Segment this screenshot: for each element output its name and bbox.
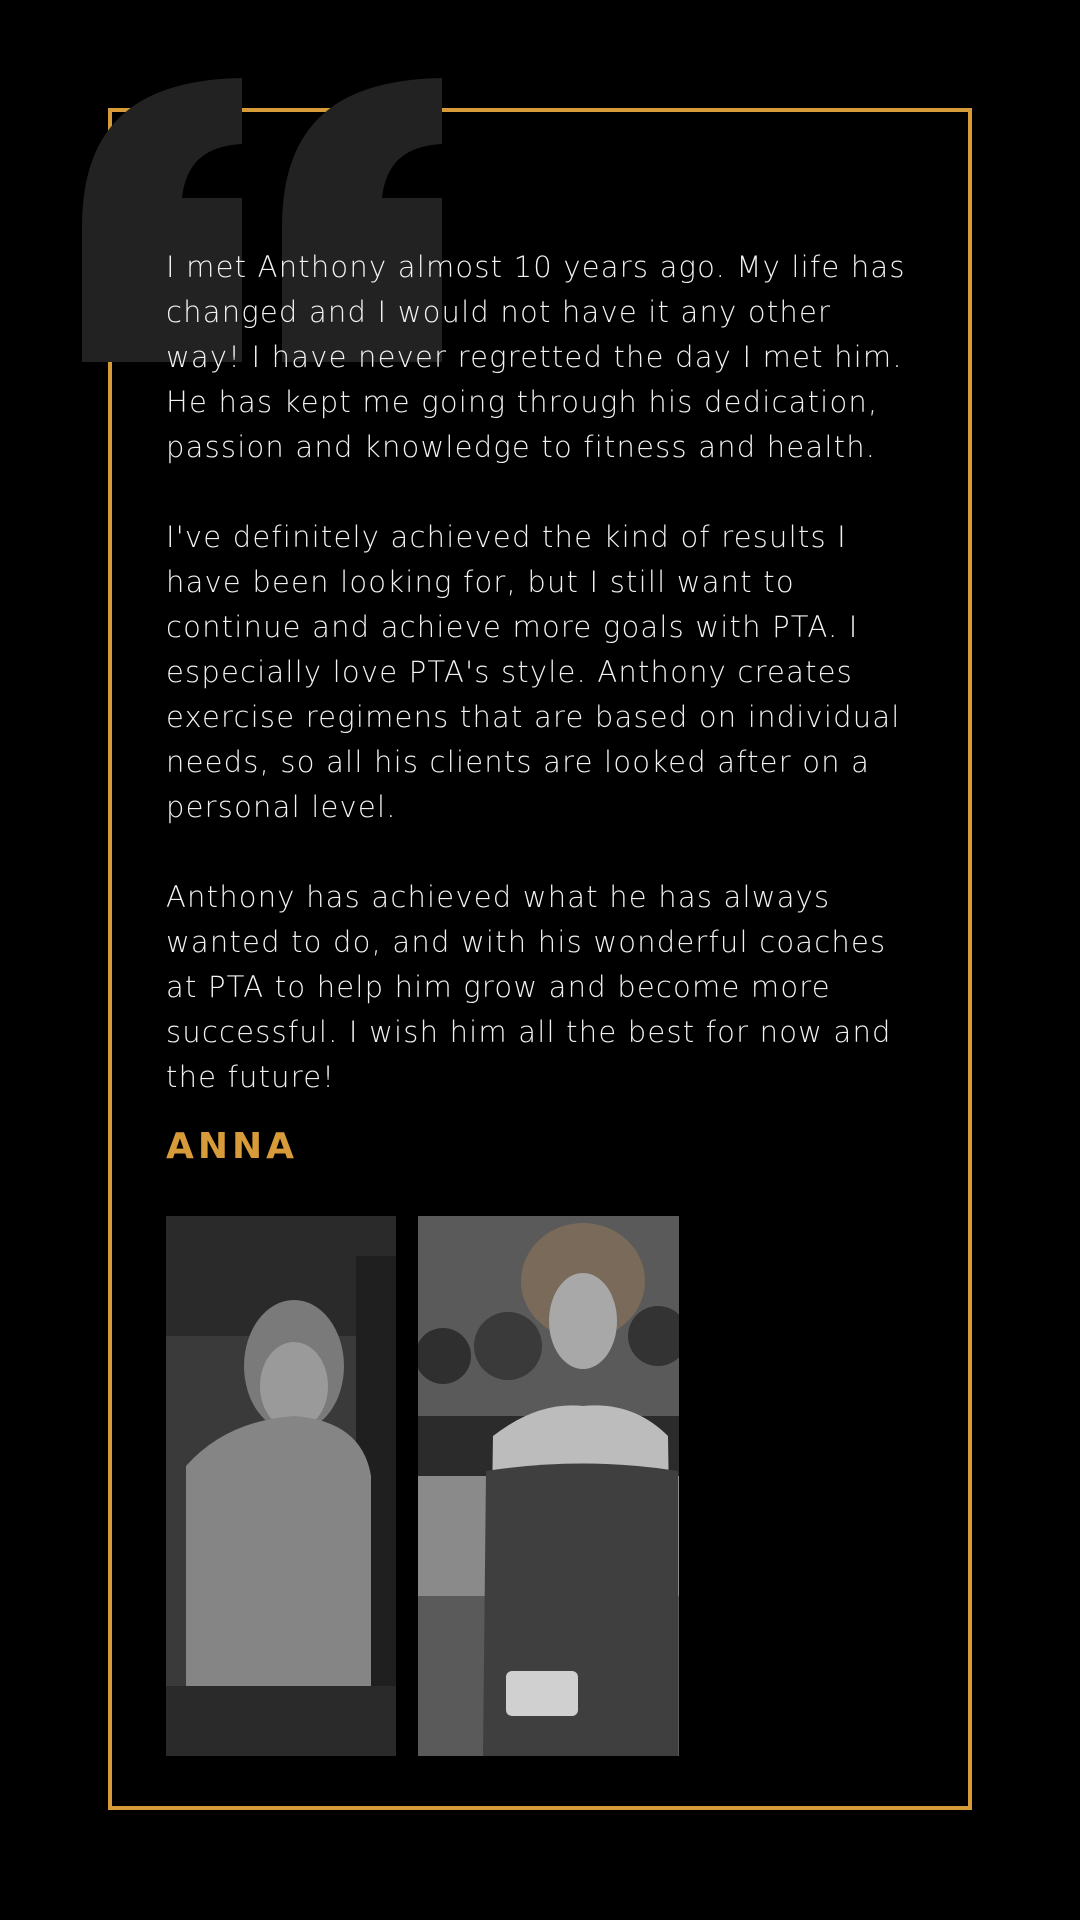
- testimonial-paragraph: I met Anthony almost 10 years ago. My life has changed and I would not have it any other way! I have never regretted the day I met him. He has kept me going through his dedication, passion and knowledge to fitness and health.: [166, 250, 906, 464]
- testimonial-paragraph: Anthony has achieved what he has always wanted to do, and with his wonderful coaches at PTA to help him grow and become more successful. I wish him all the best for now and the future!: [166, 880, 892, 1094]
- before-photo: [166, 1216, 396, 1756]
- testimonial-author: ANNA: [166, 1126, 298, 1167]
- after-photo: [418, 1216, 679, 1756]
- testimonial-text: [166, 245, 916, 1100]
- testimonial-paragraph: I've definitely achieved the kind of results I have been looking for, but I still want to continue and achieve more goals with PTA. I especially love PTA's style. Anthony creates exercise regimens that are based on individual needs, so all his clients are looked after on a personal level.: [166, 520, 901, 824]
